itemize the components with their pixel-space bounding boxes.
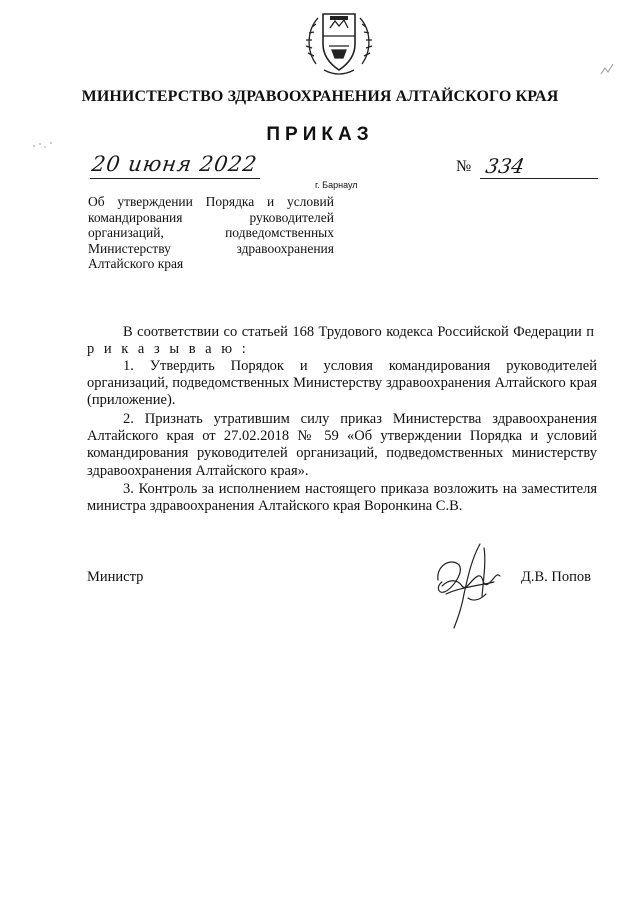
- coat-of-arms-icon: [304, 6, 374, 78]
- intro-paragraph: [87, 324, 597, 358]
- order-item-1: 1. Утвердить Порядок и условия командирования руководителей организаций, подведомственных Министерству здравоохранения Алтайского края (приложение).: [87, 358, 597, 409]
- number-label: №: [456, 158, 472, 175]
- scan-mark-icon: [597, 60, 617, 80]
- handwritten-date: 20 июня 2022: [90, 152, 259, 176]
- document-title: ПРИКАЗ: [266, 124, 374, 145]
- date-underline: [90, 178, 260, 179]
- number-underline: [480, 178, 598, 179]
- order-item-3: 3. Контроль за исполнением настоящего приказа возложить на заместителя министра здравоохранения Алтайского края Воронкина С.В.: [87, 481, 597, 515]
- signatory-name: Д.В. Попов: [521, 569, 592, 585]
- ministry-header: МИНИСТЕРСТВО ЗДРАВООХРАНЕНИЯ АЛТАЙСКОГО КРАЯ: [81, 88, 559, 105]
- scan-mark-icon: [30, 136, 60, 154]
- city-label: г. Барнаул: [315, 180, 358, 190]
- signatory-role: Министр: [87, 569, 144, 585]
- intro-text: В соответствии со статьей 168 Трудового кодекса Российской Федерации: [123, 324, 582, 340]
- order-item-2: 2. Признать утратившим силу приказ Министерства здравоохранения Алтайского края от 27.02.2018 № 59 «Об утверждении Порядка и условий командирования руководителей организаций, подведомственных министерству здравоохранения Алтайского края».: [87, 411, 597, 479]
- signature-icon: [428, 536, 518, 632]
- intro-order-word: п р и к а з ы в а ю :: [87, 324, 598, 358]
- handwritten-number: 334: [483, 154, 527, 178]
- order-subject: Об утверждении Порядка и условий командирования руководителей организаций, подведомственных Министерству здравоохранения Алтайского края: [88, 194, 334, 272]
